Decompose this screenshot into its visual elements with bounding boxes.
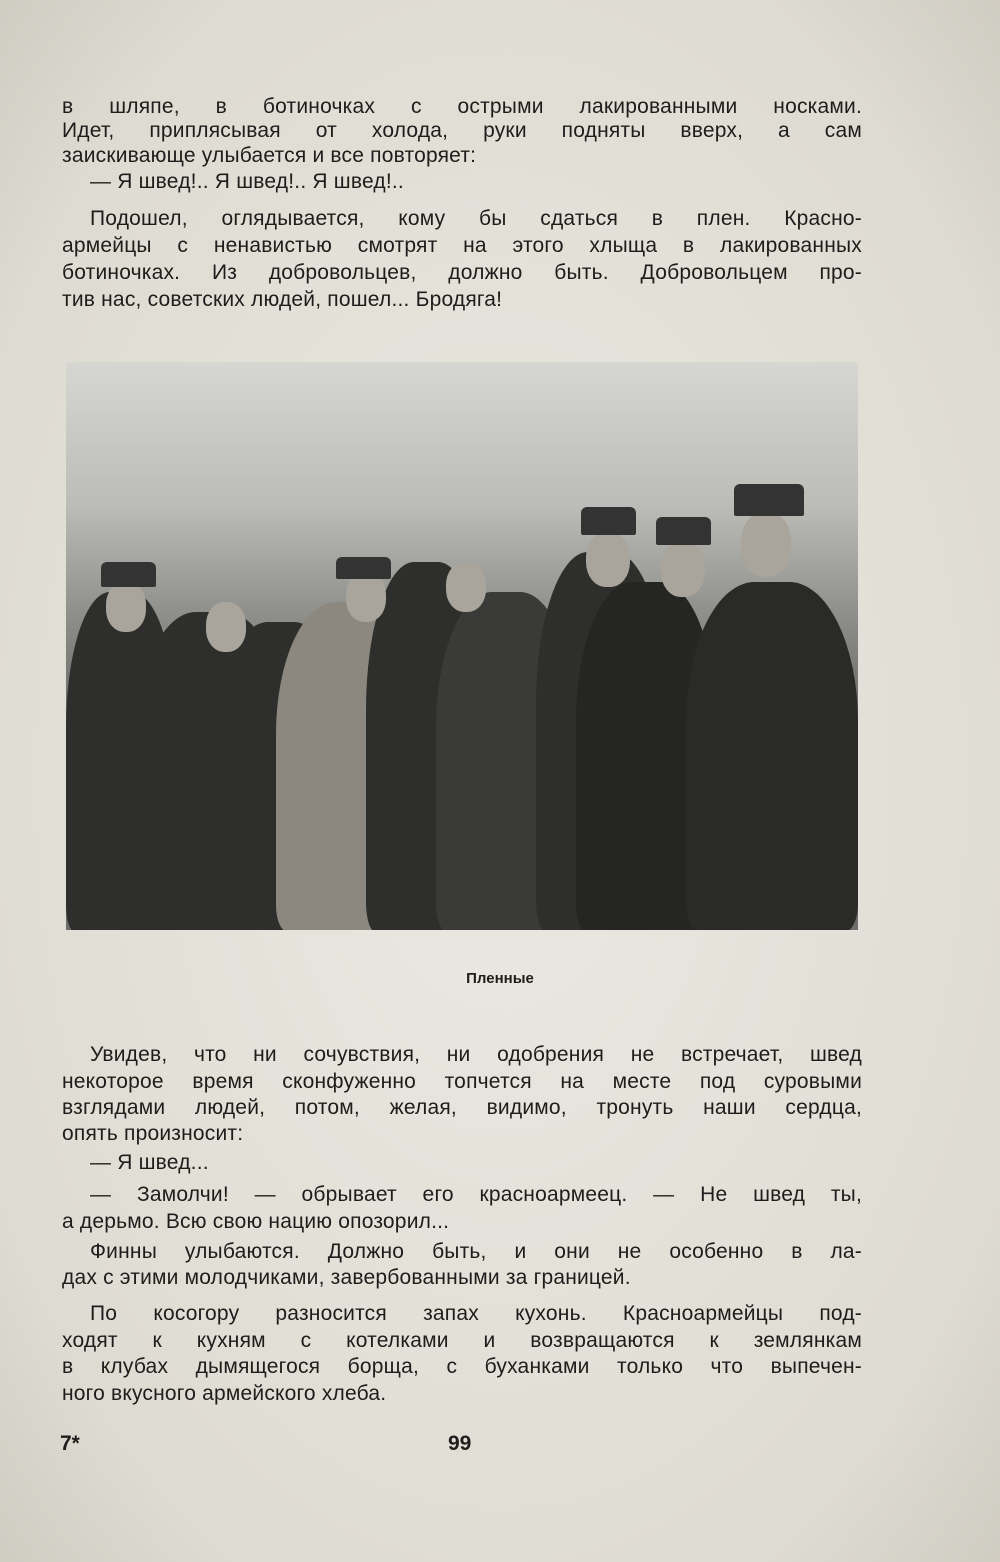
text-line: — Замолчи! — обрывает его красноармеец. — Не швед ты, xyxy=(90,1183,862,1206)
page-number: 99 xyxy=(448,1432,472,1455)
photo-prisoners xyxy=(66,362,858,930)
text-line: в шляпе, в ботиночках с острыми лакированными носками. xyxy=(62,95,862,118)
figure-caption: Пленные xyxy=(466,970,534,987)
text-line: а дерьмо. Всю свою нацию опозорил... xyxy=(62,1210,450,1233)
text-line: ботиночках. Из добровольцев, должно быть. Добровольцем про- xyxy=(62,261,862,284)
text-line: опять произносит: xyxy=(62,1122,244,1145)
text-line: армейцы с ненавистью смотрят на этого хлыща в лакированных xyxy=(62,234,862,257)
text-line: По косогору разносится запах кухонь. Красноармейцы под- xyxy=(90,1302,862,1325)
text-line: взглядами людей, потом, желая, видимо, тронуть наши сердца, xyxy=(62,1096,862,1119)
text-line: ного вкусного армейского хлеба. xyxy=(62,1382,387,1405)
text-line: — Я швед!.. Я швед!.. Я швед!.. xyxy=(90,170,404,193)
text-line: ходят к кухням с котелками и возвращаются к землянкам xyxy=(62,1329,862,1352)
text-line: тив нас, советских людей, пошел... Бродяга! xyxy=(62,288,503,311)
text-line: Финны улыбаются. Должно быть, и они не особенно в ла- xyxy=(90,1240,862,1263)
text-line: некоторое время сконфуженно топчется на месте под суровыми xyxy=(62,1070,862,1093)
text-line: заискивающе улыбается и все повторяет: xyxy=(62,144,477,167)
text-line: Подошел, оглядывается, кому бы сдаться в плен. Красно- xyxy=(90,207,862,230)
text-line: — Я швед... xyxy=(90,1151,209,1174)
text-line: дах с этими молодчиками, завербованными за границей. xyxy=(62,1266,631,1289)
signature-mark: 7* xyxy=(60,1432,80,1455)
text-line: в клубах дымящегося борща, с буханками только что выпечен- xyxy=(62,1355,862,1378)
text-line: Увидев, что ни сочувствия, ни одобрения не встречает, швед xyxy=(90,1043,862,1066)
text-line: Идет, приплясывая от холода, руки подняты вверх, а сам xyxy=(62,119,862,142)
